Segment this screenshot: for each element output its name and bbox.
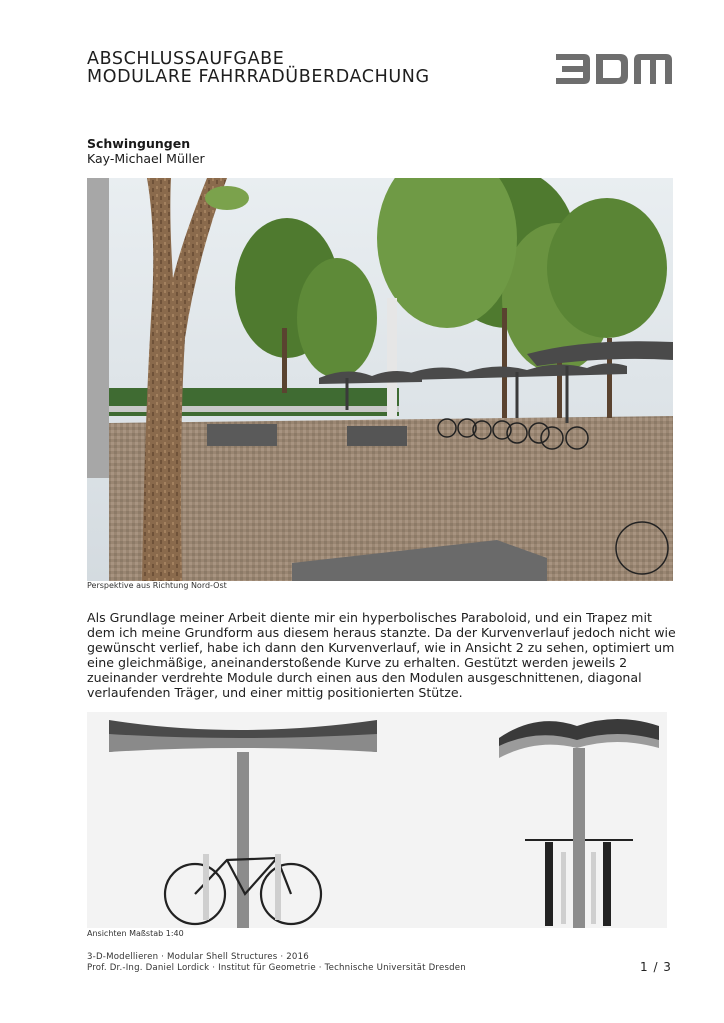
elevation-views — [87, 712, 667, 928]
page-number: 1 / 3 — [640, 960, 672, 974]
figure-2-caption: Ansichten Maßstab 1:40 — [87, 929, 184, 938]
title-line-2: MODULARE FAHRRADÜBERDACHUNG — [87, 67, 430, 87]
footer-institute-line: Prof. Dr.-Ing. Daniel Lordick · Institut für Geometrie · Technische Universität Dresden — [87, 963, 466, 973]
perspective-render — [87, 178, 673, 581]
document-title — [87, 50, 430, 86]
title-line-1: ABSCHLUSSAUFGABE — [87, 49, 285, 69]
description-paragraph: Als Grundlage meiner Arbeit diente mir ein hyperbolisches Paraboloid, und ein Trapez mit dem ich meine Grundform aus diesem heraus stanzte. Da der Kurvenverlauf jedoch nicht wie gewünscht verlief, habe ich dann den Kurvenverlauf, wie in Ansicht 2 zu sehen, optimiert um eine gleichmäßige, aneinanderstoßende Kurve zu erhalten. Gestützt werden jeweils 2 zueinander verdrehte Module durch einen aus den Modulen ausgeschnittenen, diagonal verlaufenden Träger, und einer mittig positionierten Stütze. — [87, 610, 676, 700]
footer-course-line: 3-D-Modellieren · Modular Shell Structures · 2016 — [87, 952, 309, 962]
project-title: Schwingungen — [87, 136, 191, 151]
figure-1-caption: Perspektive aus Richtung Nord-Ost — [87, 581, 227, 590]
author-name: Kay-Michael Müller — [87, 151, 205, 166]
3dm-logo — [554, 52, 674, 86]
